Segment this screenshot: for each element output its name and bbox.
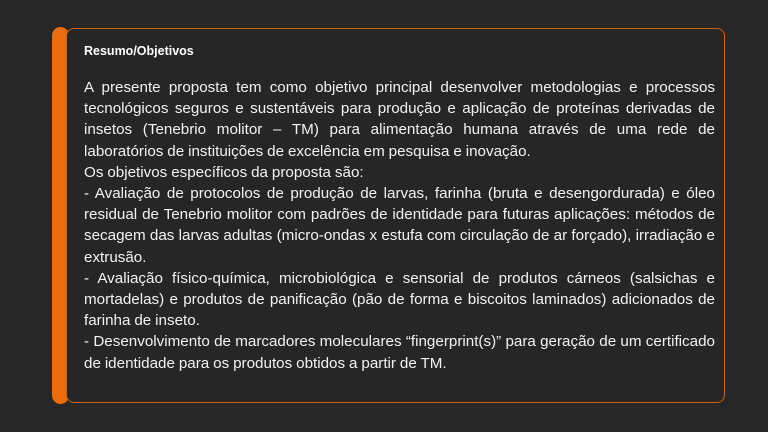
objective-item: - Desenvolvimento de marcadores moleculares “fingerprint(s)” para geração de um certificado de identidade para os produtos obtidos a partir de TM. xyxy=(84,333,715,372)
intro-paragraph: A presente proposta tem como objetivo principal desenvolver metodologias e processos tecnológicos seguros e sustentáveis para produção e aplicação de proteínas derivadas de insetos (Tenebrio molitor – TM) para alimentação humana através de uma rede de laboratórios de instituições de excelência em pesquisa e inovação. xyxy=(84,79,715,160)
body-text xyxy=(84,77,715,374)
objectives-intro: Os objetivos específicos da proposta são: xyxy=(84,163,364,181)
objective-item: - Avaliação físico-química, microbiológica e sensorial de produtos cárneos (salsichas e mortadelas) e produtos de panificação (pão de forma e biscoitos laminados) adicionados de farinha de inseto. xyxy=(84,269,715,330)
objective-item: - Avaliação de protocolos de produção de larvas, farinha (bruta e desengordurada) e óleo residual de Tenebrio molitor com padrões de identidade para futuras aplicações: métodos de secagem das larvas adultas (micro-ondas x estufa com circulação de ar forçado), irradiação e extrusão. xyxy=(84,185,715,266)
section-heading: Resumo/Objetivos xyxy=(84,44,194,58)
